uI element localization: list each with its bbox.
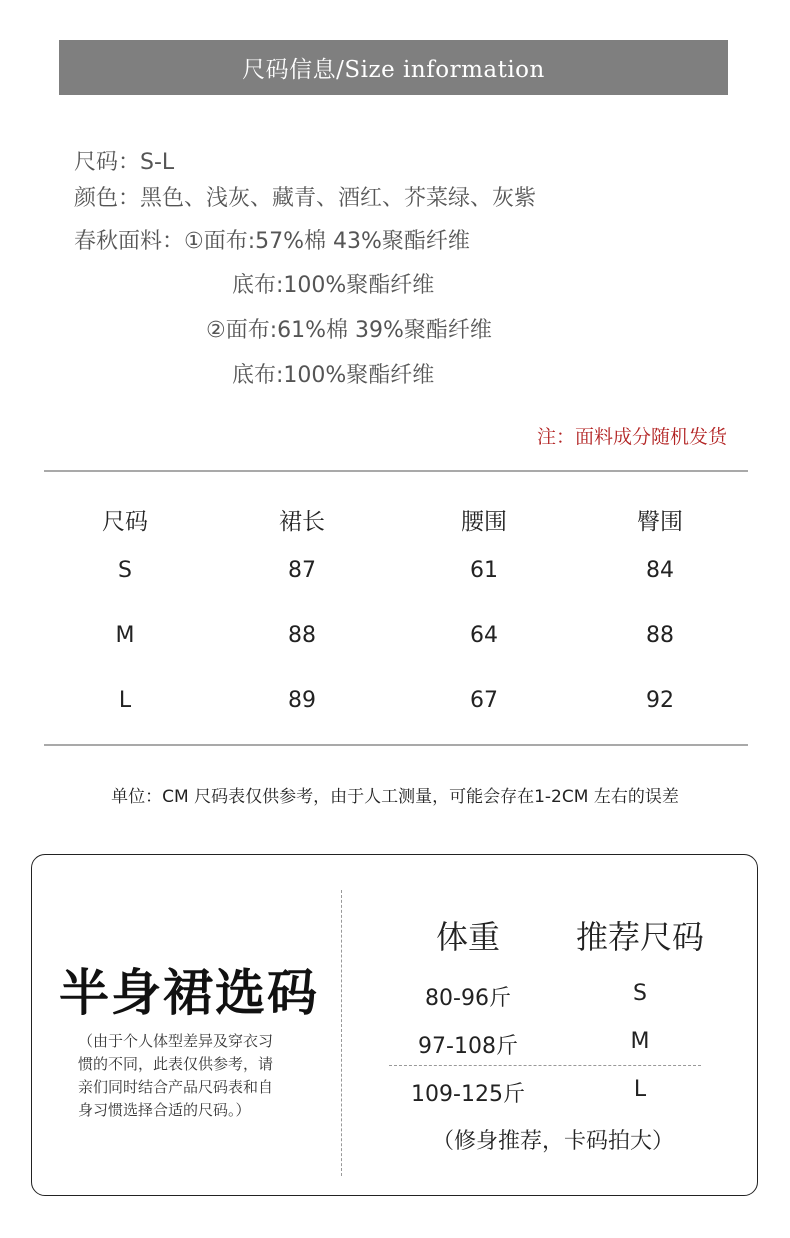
weight-value: 109-125斤 <box>411 1082 525 1107</box>
table-cell: 89 <box>288 688 316 713</box>
fabric-note: 注：面料成分随机发货 <box>536 426 727 448</box>
measurement-note: 单位：CM 尺码表仅供参考，由于人工测量，可能会存在1-2CM 左右的误差 <box>111 787 679 807</box>
fit-recommendation: （修身推荐，卡码拍大） <box>431 1129 674 1154</box>
weight-header: 体重 <box>435 918 500 956</box>
size-value: M <box>630 1029 650 1054</box>
description-line: 惯的不同，此表仅供参考，请 <box>78 1055 274 1073</box>
fabric-text-1: 春秋面料：①面布:57%棉 43%聚酯纤维 <box>74 229 470 254</box>
table-cell: 88 <box>288 623 316 648</box>
table-cell: M <box>115 623 135 648</box>
size-value: S <box>633 981 647 1006</box>
table-cell: 61 <box>470 558 498 583</box>
table-top-rule <box>44 470 748 472</box>
table-cell: 64 <box>470 623 498 648</box>
section-header <box>59 40 728 95</box>
card-divider <box>341 890 342 1176</box>
color-options-text: 颜色：黑色、浅灰、藏青、酒红、芥菜绿、灰紫 <box>74 186 537 211</box>
fabric-text-4: 底布:100%聚酯纤维 <box>232 363 435 388</box>
size-range-text: 尺码：S-L <box>74 150 175 175</box>
table-header-hip: 臀围 <box>637 509 683 535</box>
fabric-text-3: ②面布:61%棉 39%聚酯纤维 <box>206 318 492 343</box>
table-bottom-rule <box>44 744 748 746</box>
table-cell: 84 <box>646 558 674 583</box>
weight-value: 97-108斤 <box>418 1034 518 1059</box>
row-divider <box>389 1065 701 1066</box>
table-header-waist: 腰围 <box>461 509 507 535</box>
table-header-length: 裙长 <box>279 509 325 535</box>
table-cell: S <box>118 558 132 583</box>
fabric-text-2: 底布:100%聚酯纤维 <box>232 273 435 298</box>
description-line: 身习惯选择合适的尺码。） <box>78 1101 251 1119</box>
description-line: 亲们同时结合产品尺码表和自 <box>78 1078 274 1096</box>
table-cell: 92 <box>646 688 674 713</box>
recommend-title: 半身裙选码 <box>59 964 319 1022</box>
recommended-size-header: 推荐尺码 <box>575 918 704 956</box>
table-cell: 87 <box>288 558 316 583</box>
size-value: L <box>633 1077 647 1102</box>
table-header-size: 尺码 <box>102 509 148 535</box>
section-title: 尺码信息/Size information <box>242 57 545 83</box>
recommend-description <box>78 1030 310 1122</box>
weight-value: 80-96斤 <box>425 986 511 1011</box>
table-cell: L <box>118 688 132 713</box>
description-line: （由于个人体型差异及穿衣习 <box>78 1032 274 1050</box>
table-cell: 88 <box>646 623 674 648</box>
table-cell: 67 <box>470 688 498 713</box>
